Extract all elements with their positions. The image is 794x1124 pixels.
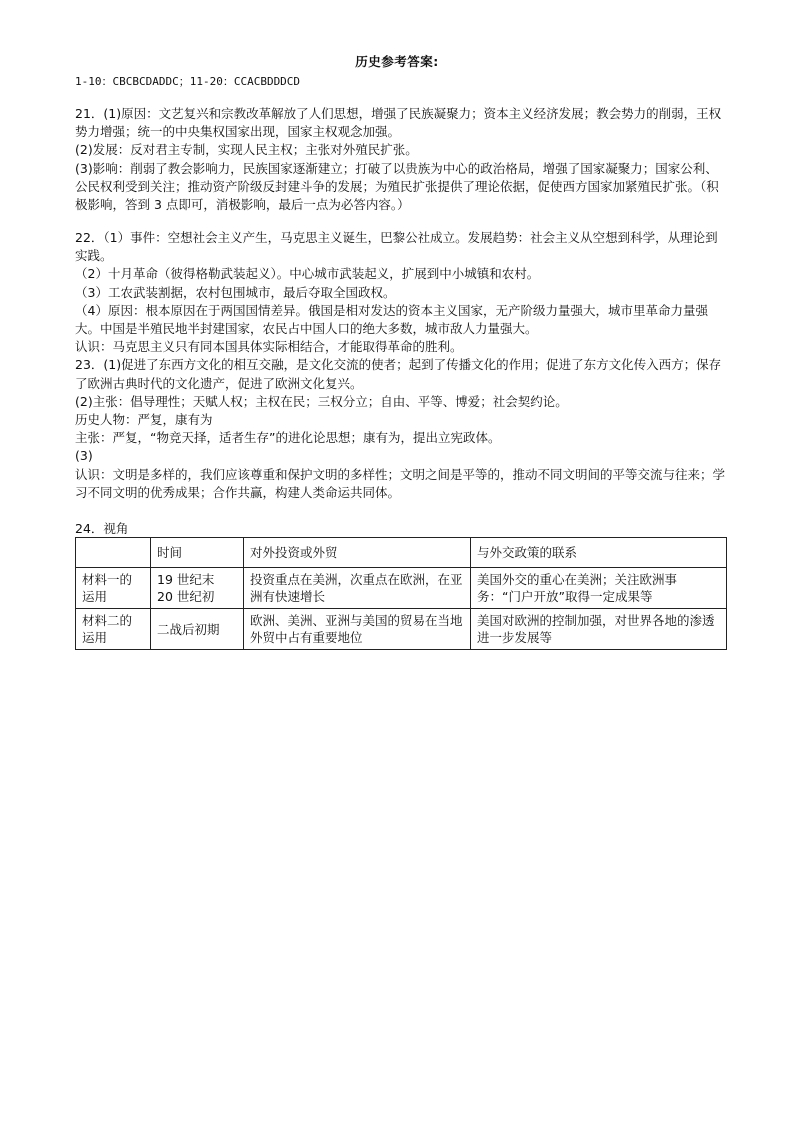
row-time: 二战后初期: [151, 609, 244, 650]
header-cell: 对外投资或外贸: [244, 538, 471, 568]
q22-part1: 22．（1）事件：空想社会主义产生，马克思主义诞生，巴黎公社成立。发展趋势：社会主义从空想到科学，从理论到实践。: [75, 230, 718, 264]
table-row: [76, 609, 727, 650]
row-label: 材料二的运用: [76, 609, 151, 650]
header-cell: [76, 538, 151, 568]
q22-part4: （4）原因：根本原因在于两国国情差异。俄国是相对发达的资本主义国家，无产阶级力量强大，城市里革命力量强大。中国是半殖民地半封建国家，农民占中国人口的绝大多数，城市敌人力量强大。: [75, 302, 708, 337]
table-header-row: [76, 538, 727, 568]
q21-part2: (2)发展：反对君主专制，实现人民主权；主张对外殖民扩张。: [75, 142, 418, 158]
q21-part1: 21．(1)原因：文艺复兴和宗教改革解放了人们思想，增强了民族凝聚力；资本主义经济发展；教会势力的削弱，王权势力增强；统一的中央集权国家出现，国家主权观念加强。: [75, 106, 722, 140]
q23-views: 主张：严复，“物竞天择，适者生存”的进化论思想；康有为，提出立宪政体。: [75, 430, 501, 446]
header-cell: 与外交政策的联系: [471, 538, 727, 568]
q22-insight: 认识：马克思主义只有同本国具体实际相结合，才能取得革命的胜利。: [75, 339, 463, 355]
page-title: 历史参考答案:: [355, 54, 439, 69]
row-time: 19 世纪末 20 世纪初: [151, 568, 244, 609]
row-label: 材料一的运用: [76, 568, 151, 609]
q22-part2: （2）十月革命（彼得格勒武装起义）。中心城市武装起义，扩展到中小城镇和农村。: [75, 266, 540, 282]
q23-part1: 23．(1)促进了东西方文化的相互交融，是文化交流的使者；起到了传播文化的作用；促进了东方文化传入西方；保存了欧洲古典时代的文化遗产，促进了欧洲文化复兴。: [75, 357, 722, 391]
q21-part3: (3)影响：削弱了教会影响力，民族国家逐渐建立；打破了以贵族为中心的政治格局，增强了国家凝聚力；国家公利、公民权利受到关注；推动资产阶级反封建斗争的发展；为殖民扩张提供了理论依据，促使西方国家加紧殖民扩张。（积极影响，答到 3 点即可，消极影响，最后一点为必答内容。）: [75, 160, 719, 213]
row-policy: 美国对欧洲的控制加强，对世界各地的渗透进一步发展等: [471, 609, 727, 650]
question-24-table: [75, 537, 727, 650]
q22-part3: （3）工农武装割据，农村包围城市，最后夺取全国政权。: [75, 284, 396, 300]
multiple-choice-answers: 1-10：CBCBCDADDC；11-20：CCACBDDDCD: [75, 75, 301, 88]
q23-part2: (2)主张：倡导理性；天赋人权；主权在民；三权分立；自由、平等、博爱；社会契约论。: [75, 393, 568, 409]
table-row: [76, 568, 727, 609]
row-trade: 欧洲、美洲、亚洲与美国的贸易在当地外贸中占有重要地位: [244, 609, 471, 650]
header-cell: 时间: [151, 538, 244, 568]
question-24-label: 24．视角: [75, 521, 129, 536]
row-trade: 投资重点在美洲，次重点在欧洲，在亚洲有快速增长: [244, 568, 471, 609]
q23-insight: 认识：文明是多样的，我们应该尊重和保护文明的多样性；文明之间是平等的，推动不同文明间的平等交流与往来；学习不同文明的优秀成果；合作共赢，构建人类命运共同体。: [75, 466, 726, 500]
q23-part3-label: (3): [75, 448, 93, 464]
q23-figures: 历史人物：严复，康有为: [75, 412, 213, 428]
question-21-answer: [75, 105, 725, 214]
question-22-23-answer: [75, 229, 725, 502]
row-policy: 美国外交的重心在美洲；关注欧洲事务：“门户开放”取得一定成果等: [471, 568, 727, 609]
